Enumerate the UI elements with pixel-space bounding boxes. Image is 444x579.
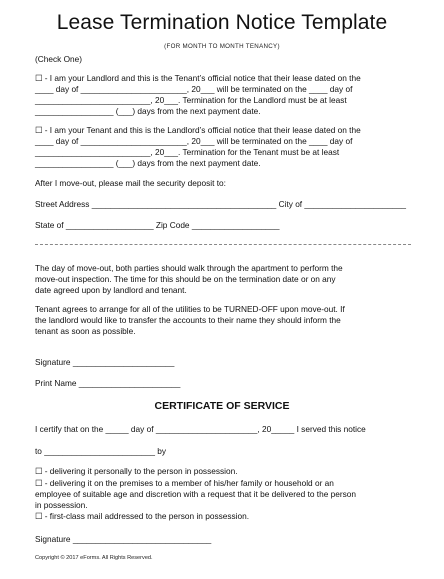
served-to-line[interactable]: to ________________________ by <box>35 446 167 456</box>
page-subtitle: (FOR MONTH TO MONTH TENANCY) <box>164 43 280 50</box>
page-title: Lease Termination Notice Template <box>56 11 388 34</box>
tenant-option-line-2: ____ day of _______________________, 20___ will be terminated on the ____ day of <box>35 136 353 146</box>
certify-line[interactable]: I certify that on the _____ day of ______________________, 20_____ I served this notice <box>35 424 366 434</box>
check-one-label: (Check One) <box>35 54 83 64</box>
utilities-line-2: the landlord would like to transfer the accounts to their name they should inform the <box>35 315 341 325</box>
landlord-option-line-4: _________________ (___) days from the next payment date. <box>35 106 261 116</box>
utilities-line-3: tenant as soon as possible. <box>35 326 136 336</box>
inspection-line-3: date agreed upon by landlord and tenant. <box>35 285 187 295</box>
service-option-premises[interactable]: ☐ - delivering it on the premises to a member of his/her family or household or an <box>35 478 334 488</box>
tenant-option-line-1[interactable]: ☐ - I am your Tenant and this is the Landlord’s official notice that their lease dated on the <box>35 125 361 135</box>
service-option-premises-cont-1: employee of suitable age and discretion with a request that it be delivered to the person <box>35 489 357 499</box>
inspection-line-1: The day of move-out, both parties should walk through the apartment to perform the <box>35 263 343 273</box>
signature-field[interactable]: Signature ______________________ <box>35 357 175 367</box>
inspection-line-2: move-out inspection. The time for this should be on the termination date or on any <box>35 274 336 284</box>
landlord-option-line-1[interactable]: ☐ - I am your Landlord and this is the Tenant’s official notice that their lease dated on the <box>35 73 361 83</box>
utilities-line-1: Tenant agrees to arrange for all of the utilities to be TURNED-OFF upon move-out. If <box>35 304 345 314</box>
landlord-option-line-2: ____ day of _______________________, 20___ will be terminated on the ____ day of <box>35 84 353 94</box>
tenant-option-line-3: _________________________, 20___. Termination for the Tenant must be at least <box>35 147 340 157</box>
service-option-personal[interactable]: ☐ - delivering it personally to the person in possession. <box>35 466 238 476</box>
state-zip-field[interactable]: State of ___________________ Zip Code ___________________ <box>35 220 280 230</box>
tenant-option-line-4: _________________ (___) days from the next payment date. <box>35 158 261 168</box>
section-divider <box>35 244 411 245</box>
certificate-signature-field[interactable]: Signature ______________________________ <box>35 534 212 544</box>
service-option-premises-cont-2: in possession. <box>35 500 88 510</box>
service-option-mail[interactable]: ☐ - first-class mail addressed to the person in possession. <box>35 511 250 521</box>
landlord-option-line-3: _________________________, 20___. Termination for the Landlord must be at least <box>35 95 347 105</box>
street-address-field[interactable]: Street Address ________________________________________ City of ______________________ <box>35 199 406 209</box>
print-name-field[interactable]: Print Name ______________________ <box>35 378 181 388</box>
certificate-heading: CERTIFICATE OF SERVICE <box>154 400 290 412</box>
mail-deposit-text: After I move-out, please mail the security deposit to: <box>35 178 226 188</box>
copyright-footer: Copyright © 2017 eForms. All Rights Reserved. <box>35 555 153 561</box>
